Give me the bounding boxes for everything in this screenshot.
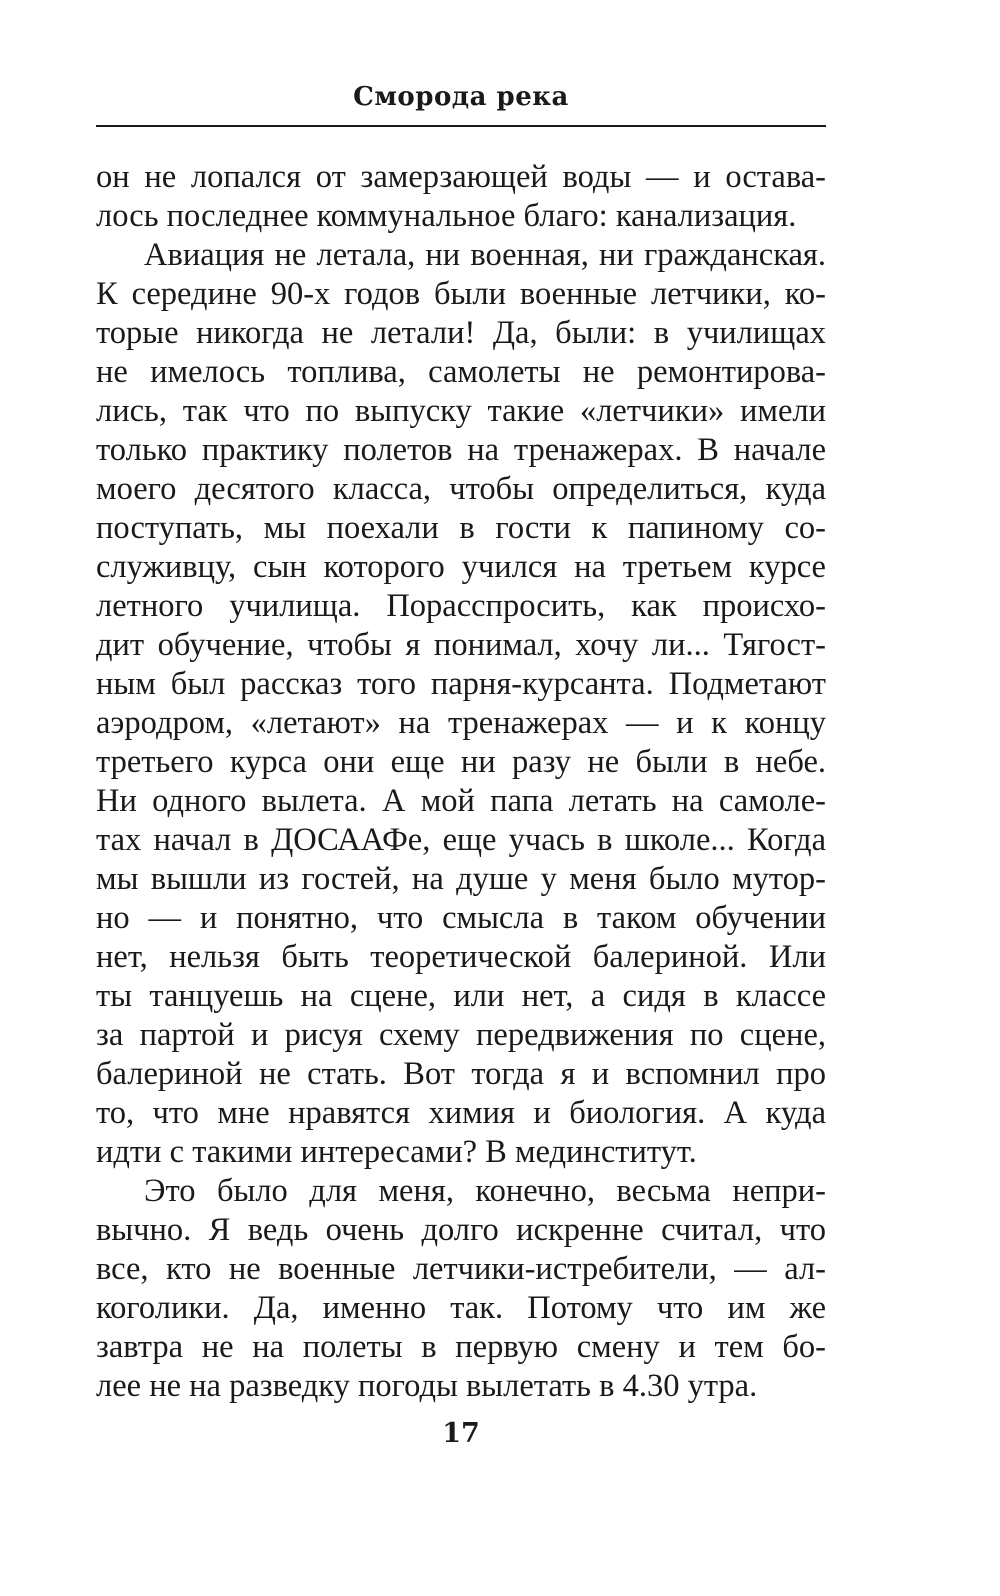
text-line: лее не на разведку погоды вылетать в 4.30 утра. xyxy=(96,1368,758,1404)
text-line: только практику полетов на тренажерах. В начале xyxy=(96,432,826,468)
text-line: служивцу, сын которого учился на третьем курсе xyxy=(96,549,826,585)
text-line: Авиация не летала, ни военная, ни гражданская. xyxy=(144,237,826,273)
text-line: ным был рассказ того парня-курсанта. Подметают xyxy=(96,666,826,702)
text-line: тах начал в ДОСААФе, еще учась в школе... Когда xyxy=(96,822,826,858)
text-line: моего десятого класса, чтобы определиться, куда xyxy=(96,471,826,507)
text-line: лись, так что по выпуску такие «летчики» имели xyxy=(96,393,826,429)
page-number: 17 xyxy=(442,1418,480,1449)
text-line: Это было для меня, конечно, весьма непри- xyxy=(144,1173,826,1209)
text-line: дит обучение, чтобы я понимал, хочу ли... Тягост- xyxy=(96,627,826,663)
text-line: все, кто не военные летчики-истребители, — ал- xyxy=(96,1251,826,1287)
text-line: он не лопался от замерзающей воды — и остава- xyxy=(96,159,826,195)
text-line: аэродром, «летают» на тренажерах — и к концу xyxy=(96,705,826,741)
text-line: третьего курса они еще ни разу не были в небе. xyxy=(96,744,826,780)
text-line: за партой и рисуя схему передвижения по сцене, xyxy=(96,1017,826,1053)
body-text xyxy=(96,158,826,1406)
text-line: поступать, мы поехали в гости к папиному со- xyxy=(96,510,826,546)
text-line: коголики. Да, именно так. Потому что им же xyxy=(96,1290,826,1326)
text-line: балериной не стать. Вот тогда я и вспомнил про xyxy=(96,1056,826,1092)
text-line: мы вышли из гостей, на душе у меня было мутор- xyxy=(96,861,826,897)
text-line: не имелось топлива, самолеты не ремонтирова- xyxy=(96,354,826,390)
text-line: идти с такими интересами? В мединститут. xyxy=(96,1134,697,1170)
text-line: завтра не на полеты в первую смену и тем бо- xyxy=(96,1329,826,1365)
text-line: К середине 90-х годов были военные летчики, ко- xyxy=(96,276,826,312)
text-line: но — и понятно, что смысла в таком обучении xyxy=(96,900,826,936)
text-line: ты танцуешь на сцене, или нет, а сидя в классе xyxy=(96,978,826,1014)
text-line: Ни одного вылета. А мой папа летать на самоле- xyxy=(96,783,826,819)
text-line: лось последнее коммунальное благо: канализация. xyxy=(96,198,797,234)
text-line: нет, нельзя быть теоретической балериной. Или xyxy=(96,939,826,975)
running-head: Смородa река xyxy=(353,82,569,112)
text-line: торые никогда не летали! Да, были: в училищах xyxy=(96,315,826,351)
header-rule xyxy=(96,125,826,127)
text-line: то, что мне нравятся химия и биология. А куда xyxy=(96,1095,826,1131)
text-line: летного училища. Порасспросить, как происхо- xyxy=(96,588,826,624)
text-line: вычно. Я ведь очень долго искренне считал, что xyxy=(96,1212,826,1248)
